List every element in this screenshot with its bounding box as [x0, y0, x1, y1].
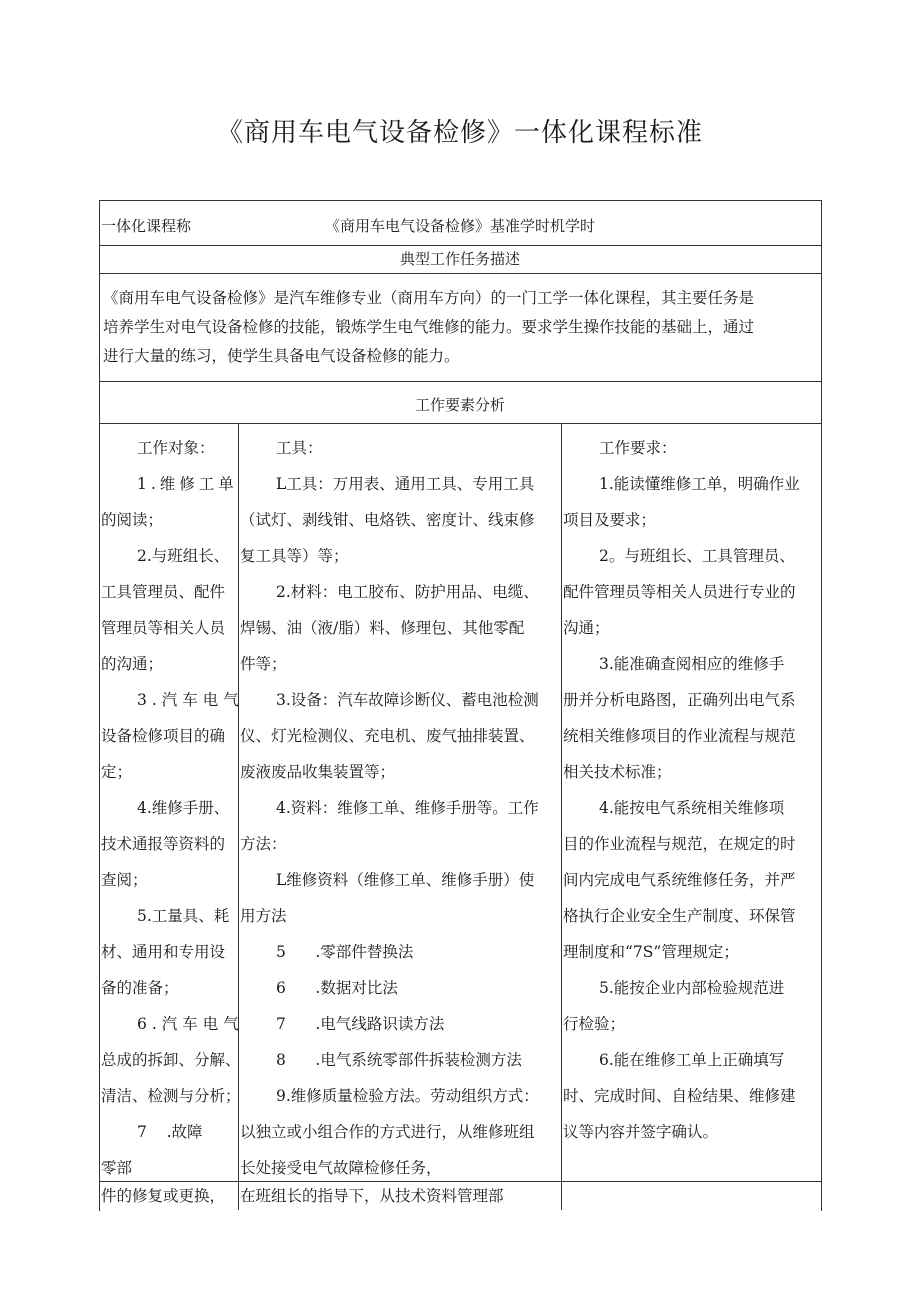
- list-item: 设备检修项目的确: [101, 727, 226, 745]
- list-item: 方法：: [240, 835, 287, 853]
- list-item: 时、完成时间、自检结果、维修建: [563, 1087, 796, 1105]
- list-item: 8 .电气系统零部件拆装检测方法: [276, 1051, 522, 1069]
- row-divider: [99, 381, 821, 382]
- list-item: 理制度和“7S”管理规定；: [563, 943, 739, 961]
- list-item: 间内完成电气系统维修任务，并严: [563, 871, 796, 889]
- list-item: 定；: [101, 763, 133, 781]
- element-analysis-body: [99, 426, 821, 1182]
- list-item: 沟通；: [563, 619, 610, 637]
- list-item: 4.维修手册、: [137, 799, 230, 817]
- list-item: 3.设备：汽车故障诊断仪、蓄电池检测: [276, 691, 539, 709]
- list-item: 2.与班组长、: [137, 547, 230, 565]
- list-item: 7 .电气线路识读方法: [276, 1015, 445, 1033]
- task-line: 培养学生对电气设备检修的技能，锻炼学生电气维修的能力。要求学生操作技能的基础上，通过: [103, 318, 755, 336]
- list-item: 统相关维修项目的作业流程与规范: [563, 727, 796, 745]
- list-item: 的阅读；: [101, 511, 164, 529]
- list-item: 焊锡、油（液/脂）料、修理包、其他零配: [240, 619, 525, 637]
- list-item: 备的准备；: [101, 979, 179, 997]
- list-item: 行检验；: [563, 1015, 626, 1033]
- list-item: 3.能准确查阅相应的维修手: [599, 655, 785, 673]
- list-item: 以独立或小组合作的方式进行，从维修班组: [240, 1123, 535, 1141]
- list-item: 1.能读懂维修工单，明确作业: [599, 475, 800, 493]
- continuation-tools: 在班组长的指导下，从技术资料管理部: [240, 1187, 504, 1205]
- list-item: 复工具等）等；: [240, 547, 349, 565]
- list-item: 9.维修质量检验方法。劳动组织方式：: [276, 1087, 539, 1105]
- list-item: 议等内容并签字确认。: [563, 1123, 719, 1141]
- list-item: 1.维修工单: [137, 475, 238, 493]
- list-item: 7 .故障: [137, 1123, 203, 1141]
- list-item: 查阅；: [101, 871, 148, 889]
- list-item: 5 .零部件替换法: [276, 943, 414, 961]
- column-heading: 工具：: [276, 439, 323, 457]
- list-item: 5.工量具、耗: [137, 907, 230, 925]
- list-item: 6.能在维修工单上正确填写: [599, 1051, 785, 1069]
- column-heading: 工作要求：: [599, 439, 677, 457]
- element-analysis-heading: 工作要素分析: [414, 396, 505, 414]
- row-divider: [99, 273, 821, 274]
- list-item: 件等；: [240, 655, 287, 673]
- list-item: 废液废品收集装置等；: [240, 763, 396, 781]
- list-item: 册并分析电路图，正确列出电气系: [563, 691, 796, 709]
- list-item: 配件管理员等相关人员进行专业的: [563, 583, 796, 601]
- list-item: 工具管理员、配件: [101, 583, 226, 601]
- list-item: 技术通报等资料的: [101, 835, 226, 853]
- list-item: 格执行企业安全生产制度、环保管: [563, 907, 796, 925]
- task-description-heading: 典型工作任务描述: [399, 250, 520, 268]
- column-heading: 工作对象：: [137, 439, 215, 457]
- list-item: 长处接受电气故障检修任务，: [240, 1159, 442, 1177]
- row-divider: [99, 245, 821, 246]
- list-item: 项目及要求；: [563, 511, 657, 529]
- task-line: 《商用车电气设备检修》是汽车维修专业（商用车方向）的一门工学一体化课程，其主要任务是: [103, 289, 755, 307]
- list-item: 相关技术标准；: [563, 763, 672, 781]
- list-item: 2.材料：电工胶布、防护用品、电缆、: [276, 583, 539, 601]
- task-description-text: [103, 284, 819, 371]
- list-item: 6.汽车电气: [137, 1015, 244, 1033]
- tools-column: [240, 430, 560, 1182]
- work-requirements-column: [563, 430, 819, 1150]
- list-item: 零部: [101, 1159, 133, 1177]
- list-item: 2。与班组长、工具管理员、: [599, 547, 795, 565]
- list-item: 管理员等相关人员: [101, 619, 226, 637]
- list-item: 总成的拆卸、分解、: [101, 1051, 241, 1069]
- list-item: 3.汽车电气: [137, 691, 244, 709]
- list-item: L维修资料（维修工单、维修手册）使: [276, 871, 535, 889]
- continuation-objects: 件的修复或更换，: [101, 1187, 226, 1205]
- list-item: 4.能按电气系统相关维修项: [599, 799, 785, 817]
- list-item: 材、通用和专用设: [101, 943, 226, 961]
- course-name-label: 一体化课程称: [101, 217, 192, 235]
- list-item: 用方法: [240, 907, 287, 925]
- row-divider: [99, 423, 821, 424]
- course-name-value: 《商用车电气设备检修》基准学时机学时: [325, 217, 596, 235]
- list-item: L工具：万用表、通用工具、专用工具: [276, 475, 535, 493]
- task-line: 进行大量的练习，使学生具备电气设备检修的能力。: [103, 347, 460, 365]
- list-item: （试灯、剥线钳、电烙铁、密度计、线束修: [240, 511, 535, 529]
- work-objects-column: [101, 430, 244, 1182]
- list-item: 5.能按企业内部检验规范进: [599, 979, 785, 997]
- list-item: 的沟通；: [101, 655, 164, 673]
- page-title: 《商用车电气设备检修》一体化课程标准: [216, 118, 703, 148]
- list-item: 4.资料：维修工单、维修手册等。工作: [276, 799, 539, 817]
- list-item: 清洁、检测与分析；: [101, 1087, 241, 1105]
- list-item: 仪、灯光检测仪、充电机、废气抽排装置、: [240, 727, 535, 745]
- list-item: 目的作业流程与规范，在规定的时: [563, 835, 796, 853]
- list-item: 6 .数据对比法: [276, 979, 398, 997]
